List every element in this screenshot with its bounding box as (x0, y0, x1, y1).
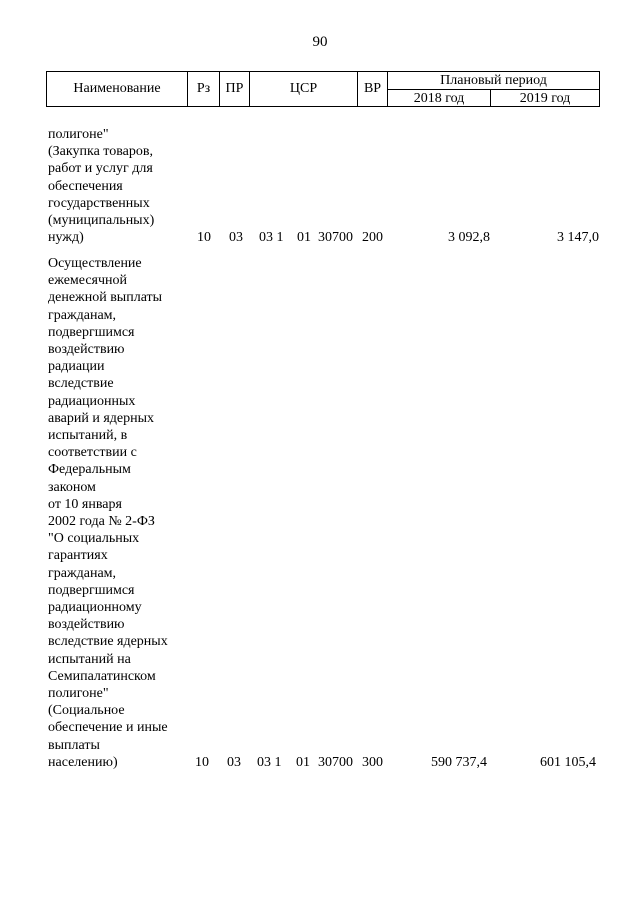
row-name-line: "О социальных (48, 531, 140, 547)
row-name-line: ежемесячной (48, 273, 128, 289)
row-csr-program: 03 1 (257, 755, 282, 770)
row-name-line: полигоне" (48, 127, 109, 142)
row-name-line: от 10 января (48, 496, 122, 512)
header-rz: Рз (188, 72, 220, 107)
row-name-line: Осуществление (48, 256, 142, 271)
row-name-line: воздействию (48, 617, 125, 633)
header-csr: ЦСР (250, 72, 358, 107)
row-csr-subprogram: 01 (297, 230, 311, 245)
row-name-line: (Социальное (48, 703, 125, 719)
row-name-line: радиационных (48, 393, 136, 409)
header-vr: ВР (358, 72, 388, 107)
row-name-line: воздействию (48, 342, 125, 358)
row-name-line: радиации (48, 359, 105, 375)
row-csr-direction: 30700 (318, 755, 353, 770)
row-name-line: государственных (48, 195, 150, 211)
row-name-line: гражданам, (48, 565, 117, 581)
row-name-line: полигоне" (48, 686, 109, 702)
header-name: Наименование (47, 72, 188, 107)
row-name-line: выплаты (48, 737, 100, 753)
row-name-line: гарантиях (48, 548, 108, 564)
row-csr-program: 03 1 (259, 230, 284, 245)
row-name-line: денежной выплаты (48, 290, 163, 306)
row-vr: 300 (362, 755, 383, 770)
row-amount-2018: 590 737,4 (431, 755, 487, 770)
row-name-line: радиационному (48, 600, 142, 616)
header-year-2018: 2018 год (388, 90, 491, 107)
row-name-cell (48, 126, 188, 246)
row-name-line: вследствие ядерных (48, 634, 168, 650)
row-name-cell (48, 255, 188, 771)
row-name-line: 2002 года № 2-ФЗ (48, 514, 155, 530)
row-name-line: Федеральным (48, 462, 131, 478)
row-name-line: подвергшимся (48, 582, 135, 598)
row-name-line: законом (48, 479, 96, 495)
row-name-line: (муниципальных) (48, 213, 155, 229)
header-pr: ПР (220, 72, 250, 107)
table-header (46, 71, 600, 107)
row-name-line: (Закупка товаров, (48, 144, 153, 160)
row-name-line: Семипалатинском (48, 668, 156, 684)
row-name-line: населению) (48, 754, 118, 770)
header-planned-period: Плановый период (388, 72, 600, 90)
row-name-line: обеспечения (48, 178, 123, 194)
header-year-2019: 2019 год (491, 90, 600, 107)
row-rz: 10 (195, 755, 209, 770)
row-amount-2019: 3 147,0 (557, 230, 599, 245)
row-name-line: соответствии с (48, 445, 137, 461)
row-name-line: обеспечение и иные (48, 720, 168, 736)
row-name-line: испытаний, в (48, 428, 128, 444)
row-name-line: работ и услуг для (48, 161, 153, 177)
page-number: 90 (312, 34, 328, 50)
row-name-line: аварий и ядерных (48, 410, 155, 426)
row-pr: 03 (229, 230, 243, 245)
row-name-line: подвергшимся (48, 324, 135, 340)
row-amount-2018: 3 092,8 (448, 230, 490, 245)
row-rz: 10 (197, 230, 211, 245)
row-csr-subprogram: 01 (296, 755, 310, 770)
row-pr: 03 (227, 755, 241, 770)
row-name-line: вследствие (48, 376, 114, 392)
row-name-line: нужд) (48, 230, 84, 246)
row-name-line: гражданам, (48, 307, 117, 323)
row-vr: 200 (362, 230, 383, 245)
row-csr-direction: 30700 (318, 230, 353, 245)
row-amount-2019: 601 105,4 (540, 755, 596, 770)
row-name-line: испытаний на (48, 651, 131, 667)
